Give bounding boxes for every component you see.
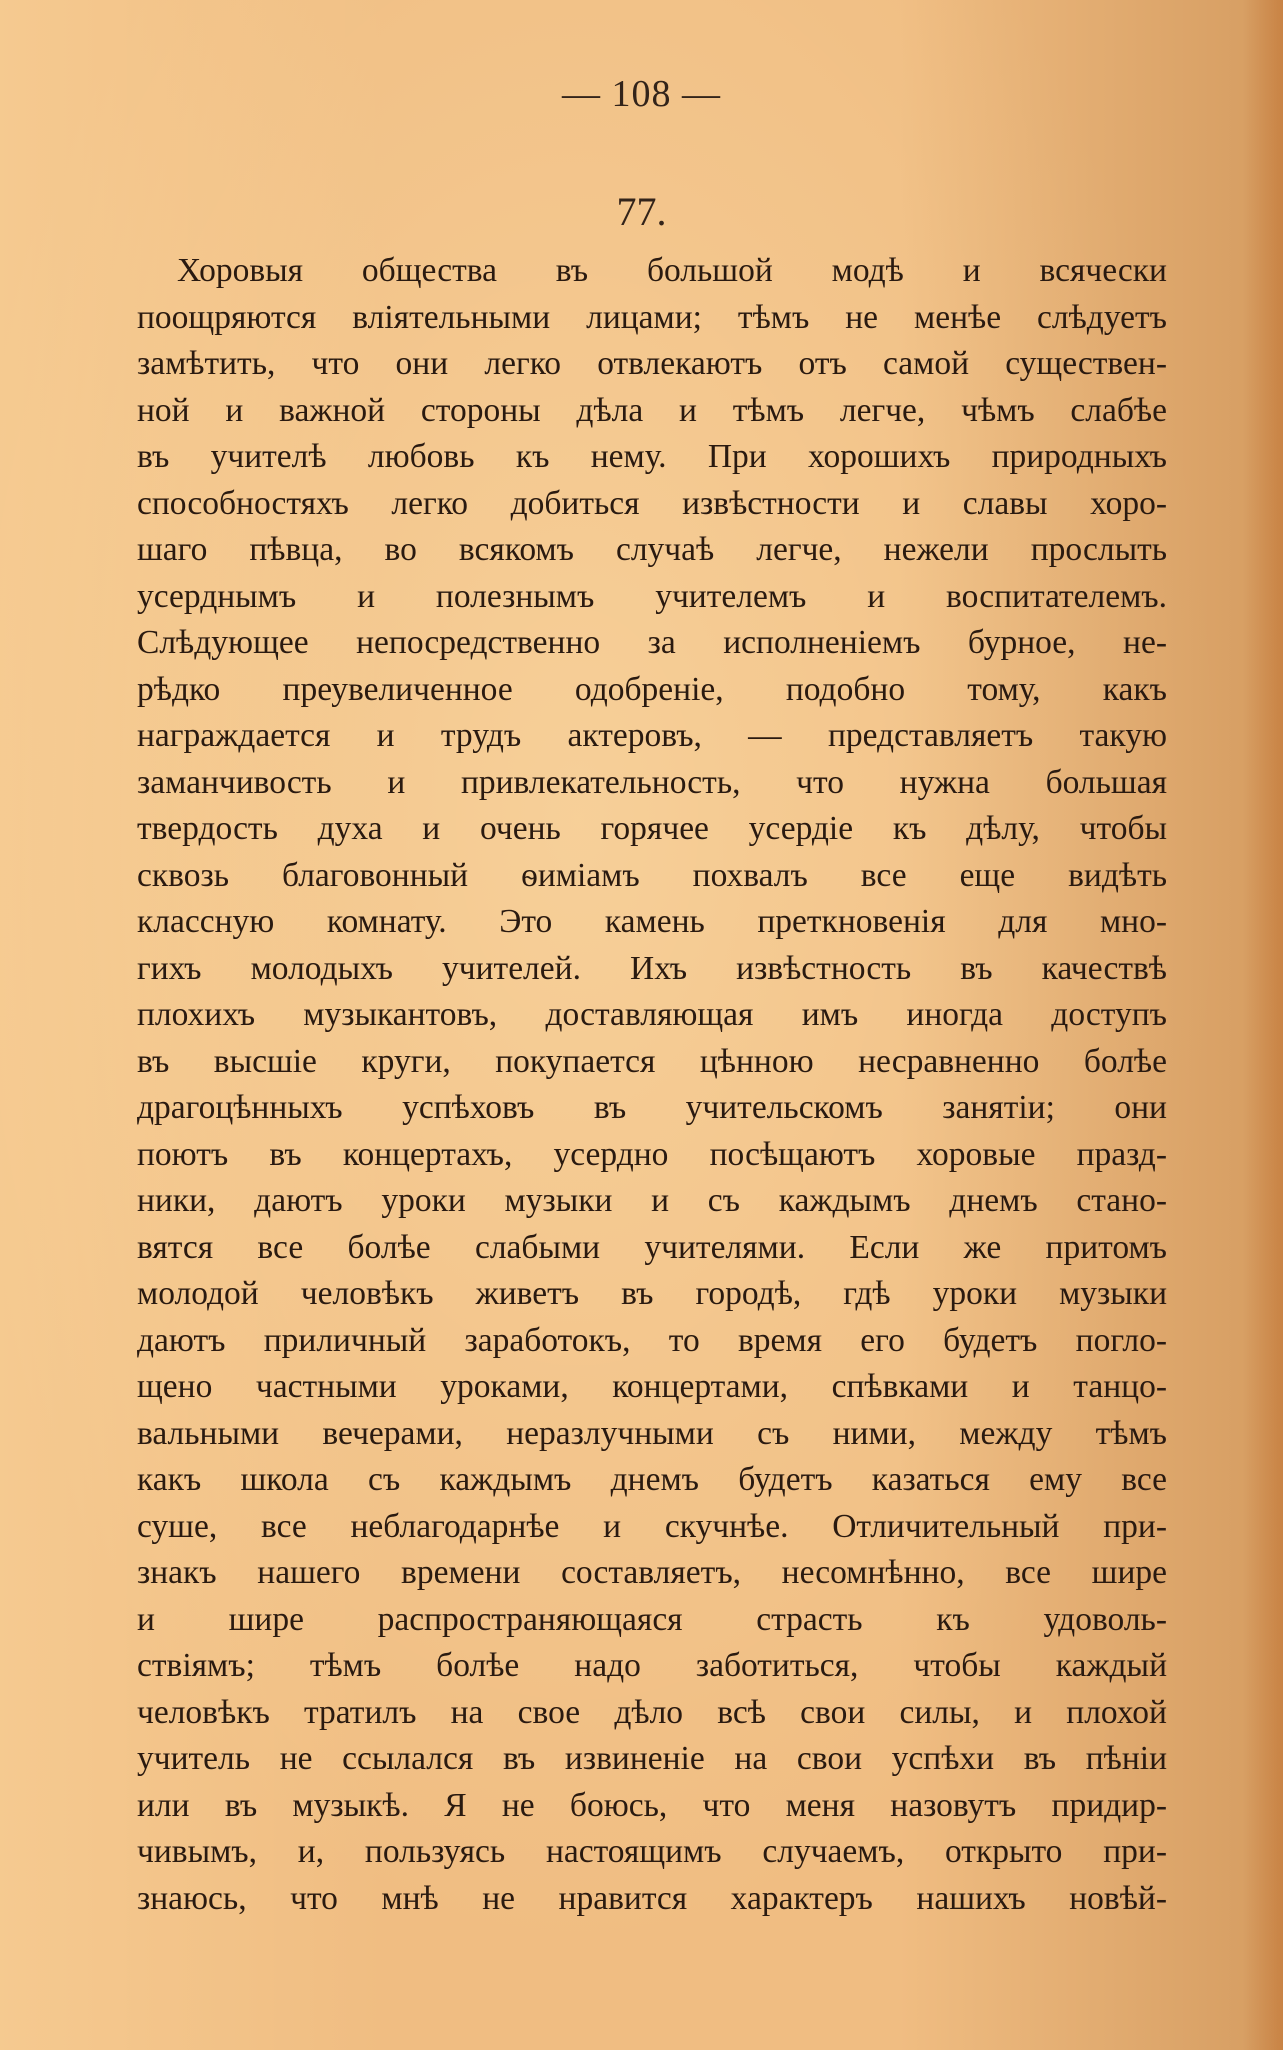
text-line: въ высшіе круги, покупается цѣнною несравненно болѣе: [137, 1042, 1167, 1080]
text-line: способностяхъ легко добиться извѣстности и славы хоро-: [137, 484, 1167, 522]
text-line: Хоровыя общества въ большой модѣ и всячески: [177, 252, 1167, 289]
text-line: учитель не ссылался въ извиненіе на свои успѣхи въ пѣніи: [137, 1740, 1167, 1777]
text-line: молодой человѣкъ живетъ въ городѣ, гдѣ уроки музыки: [137, 1275, 1167, 1312]
text-line: знакъ нашего времени составляетъ, несомнѣнно, все шире: [137, 1554, 1167, 1591]
text-line: шаго пѣвца, во всякомъ случаѣ легче, нежели прослыть: [137, 531, 1167, 568]
section-number: 77.: [616, 189, 667, 234]
text-line: заманчивость и привлекательность, что нужна большая: [137, 763, 1167, 801]
text-line: гихъ молодыхъ учителей. Ихъ извѣстность въ качествѣ: [137, 949, 1167, 987]
text-line: Слѣдующее непосредственно за исполненіемъ бурное, не-: [137, 624, 1167, 661]
text-line: или въ музыкѣ. Я не боюсь, что меня назовутъ придир-: [137, 1786, 1167, 1824]
text-line: классную комнату. Это камень преткновенія для мно-: [137, 903, 1167, 940]
text-line: твердость духа и очень горячее усердіе къ дѣлу, чтобы: [137, 810, 1167, 847]
text-line: вальными вечерами, неразлучными съ ними, между тѣмъ: [137, 1414, 1167, 1452]
text-line: замѣтить, что они легко отвлекаютъ отъ самой существен-: [137, 345, 1167, 382]
paragraph: [137, 248, 1167, 1922]
page-edge-shadow: [1243, 0, 1283, 2050]
text-line: ствіямъ; тѣмъ болѣе надо заботиться, чтобы каждый: [137, 1647, 1167, 1684]
text-line: вятся все болѣе слабыми учителями. Если же притомъ: [137, 1228, 1167, 1266]
text-line: сквозь благовонный ѳиміамъ похвалъ все еще видѣть: [137, 856, 1167, 894]
text-line: ники, даютъ уроки музыки и съ каждымъ днемъ стано-: [137, 1182, 1167, 1219]
text-line: поощряются вліятельными лицами; тѣмъ не менѣе слѣдуетъ: [137, 298, 1167, 336]
text-line: рѣдко преувеличенное одобреніе, подобно тому, какъ: [137, 670, 1167, 708]
text-line: ной и важной стороны дѣла и тѣмъ легче, чѣмъ слабѣе: [137, 391, 1167, 429]
text-line: знаюсь, что мнѣ не нравится характеръ нашихъ новѣй-: [137, 1879, 1167, 1917]
text-line: человѣкъ тратилъ на свое дѣло всѣ свои силы, и плохой: [137, 1693, 1167, 1731]
text-line: плохихъ музыкантовъ, доставляющая имъ иногда доступъ: [137, 996, 1167, 1033]
text-line: даютъ приличный заработокъ, то время его будетъ погло-: [137, 1321, 1167, 1359]
text-line: усерднымъ и полезнымъ учителемъ и воспитателемъ.: [137, 577, 1167, 615]
text-line: награждается и трудъ актеровъ, — представляетъ такую: [137, 717, 1167, 754]
text-line: и шире распространяющаяся страсть къ удоволь-: [137, 1600, 1167, 1638]
text-line: въ учителѣ любовь къ нему. При хорошихъ природныхъ: [137, 438, 1167, 475]
page-number: — 108 —: [562, 73, 721, 115]
text-line: драгоцѣнныхъ успѣховъ въ учительскомъ занятіи; они: [137, 1089, 1167, 1126]
text-line: суше, все неблагодарнѣе и скучнѣе. Отличительный при-: [137, 1507, 1167, 1545]
text-line: чивымъ, и, пользуясь настоящимъ случаемъ, открыто при-: [137, 1833, 1167, 1870]
text-line: какъ школа съ каждымъ днемъ будетъ казаться ему все: [137, 1461, 1167, 1498]
text-line: поютъ въ концертахъ, усердно посѣщаютъ хоровые празд-: [137, 1135, 1167, 1173]
text-line: щено частными уроками, концертами, спѣвками и танцо-: [137, 1368, 1167, 1405]
